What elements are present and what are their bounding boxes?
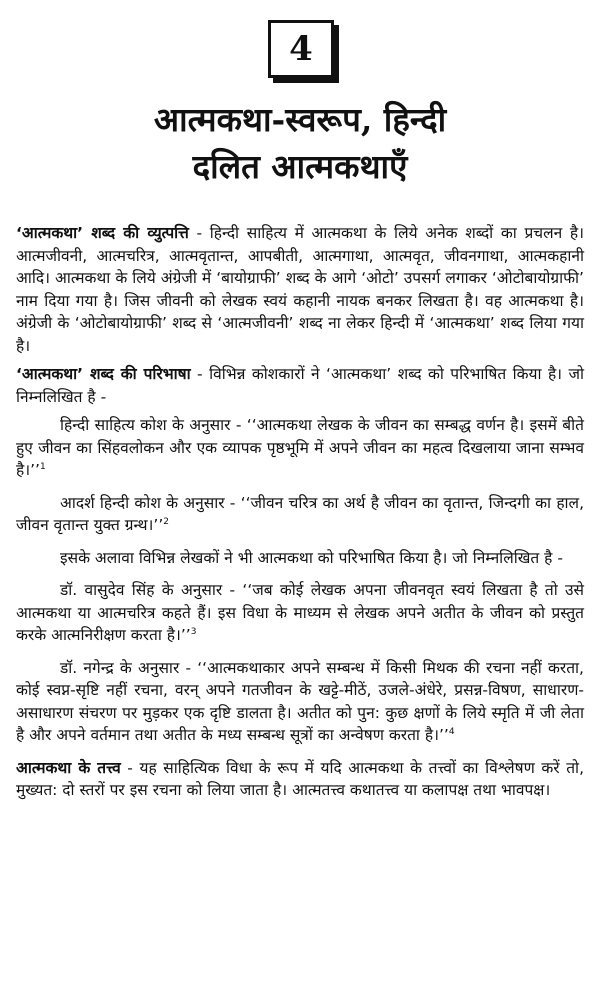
- others-text: इसके अलावा विभिन्न लेखकों ने भी आत्मकथा को परिभाषित किया है। जो निम्नलिखित है -: [60, 548, 563, 567]
- paragraph-others: [16, 547, 584, 570]
- text-elements: - यह साहित्यिक विधा के रूप में यदि आत्मकथा के तत्त्वों का विश्लेषण करें तो, मुख्यत: दो स्तरों पर इस रचना को लिया जाता है। आत्मतत्त्व कथातत्त्व या कलापक्ष तथा भावपक्ष।: [16, 758, 584, 799]
- body-text: [16, 222, 584, 812]
- paragraph-etymology: [16, 222, 584, 357]
- heading-definition: ‘आत्मकथा’ शब्द की परिभाषा: [16, 365, 191, 383]
- footnote-ref-2: 2: [163, 516, 169, 527]
- chapter-title-line-1: आत्मकथा-स्वरूप, हिन्दी: [153, 100, 447, 139]
- quote-2-text: आदर्श हिन्दी कोश के अनुसार - ‘‘जीवन चरित्र का अर्थ है जीवन का वृतान्त, जिन्दगी का हाल, जीवन वृतान्त युक्त ग्रन्थ।’’: [16, 493, 584, 534]
- paragraph-elements: [16, 757, 584, 802]
- footnote-ref-4: 4: [448, 726, 455, 737]
- quote-4-text: डॉ. नगेन्द्र के अनुसार - ‘‘आत्मकथाकार अपने सम्बन्ध में किसी मिथक की रचना नहीं करता, कोई स्वप्न-सृष्टि नहीं रचना, वरन् अपने गतजीवन के खट्टे-मीठें, उजले-अंधेरे, प्रसन्न-विषण, साधारण-असाधारण संचरण पर मुड़कर एक दृष्टि डालता है। अतीत को पुन: कुछ क्षणों के लिये स्मृति में जी लेता है और अपने वर्तमान तथा अतीत के मध्य सम्बन्ध सूत्रों का अन्वेषण करता है।’’: [16, 658, 584, 744]
- chapter-title: [0, 96, 600, 190]
- text-etymology: - हिन्दी साहित्य में आत्मकथा के लिये अनेक शब्दों का प्रचलन है। आत्मजीवनी, आत्मचरित्र, आत्मवृतान्त, आपबीती, आत्मगाथा, आत्मवृत, जीवनगाथा, आत्मकहानी आदि। आत्मकथा के लिये अंग्रेजी में ‘बायोग्राफी’ शब्द के आगे ‘ओटो’ उपसर्ग लगाकर ‘ओटोबायोग्राफी’ नाम दिया गया है। जिस जीवनी को लेखक स्वयं कहानी नायक बनकर लिखता है। वह आत्मकथा है। अंग्रेजी के ‘ओटोबायोग्राफी’ शब्द से ‘आत्मजीवनी’ शब्द ना लेकर हिन्दी में ‘आत्मकथा’ शब्द लिया गया है।: [16, 224, 584, 355]
- heading-etymology: ‘आत्मकथा’ शब्द की व्युत्पत्ति: [16, 224, 189, 242]
- paragraph-definition: [16, 363, 584, 408]
- heading-elements: आत्मकथा के तत्त्व: [16, 758, 121, 777]
- paragraph-quote-3: [16, 579, 584, 647]
- paragraph-quote-2: [16, 492, 584, 537]
- footnote-ref-3: 3: [190, 626, 197, 637]
- text-definition: - विभिन्न कोशकारों ने ‘आत्मकथा’ शब्द को परिभाषित किया है। जो निम्नलिखित है -: [16, 365, 584, 406]
- chapter-number-box: [268, 20, 334, 78]
- chapter-number: 4: [289, 29, 313, 69]
- paragraph-quote-4: [16, 657, 584, 747]
- chapter-title-line-2: दलित आत्मकथाएँ: [192, 147, 408, 186]
- footnote-ref-1: 1: [39, 461, 46, 472]
- paragraph-quote-1: [16, 414, 584, 482]
- quote-1-text: हिन्दी साहित्य कोश के अनुसार - ‘‘आत्मकथा लेखक के जीवन का सम्बद्ध वर्णन है। इसमें बीते हुए जीवन का सिंहवलोकन और एक व्यापक पृष्ठभूमि में अपने जीवन का महत्व दिखलाया जाना सम्भव है।’’: [16, 416, 584, 479]
- quote-3-text: डॉ. वासुदेव सिंह के अनुसार - ‘‘जब कोई लेखक अपना जीवनवृत स्वयं लिखता है तो उसे आत्मकथा या आत्मचरित्र कहते हैं। इस विधा के माध्यम से लेखक अपने अतीत के जीवन को प्रस्तुत करके आत्मनिरीक्षण करता है।’’: [16, 581, 584, 644]
